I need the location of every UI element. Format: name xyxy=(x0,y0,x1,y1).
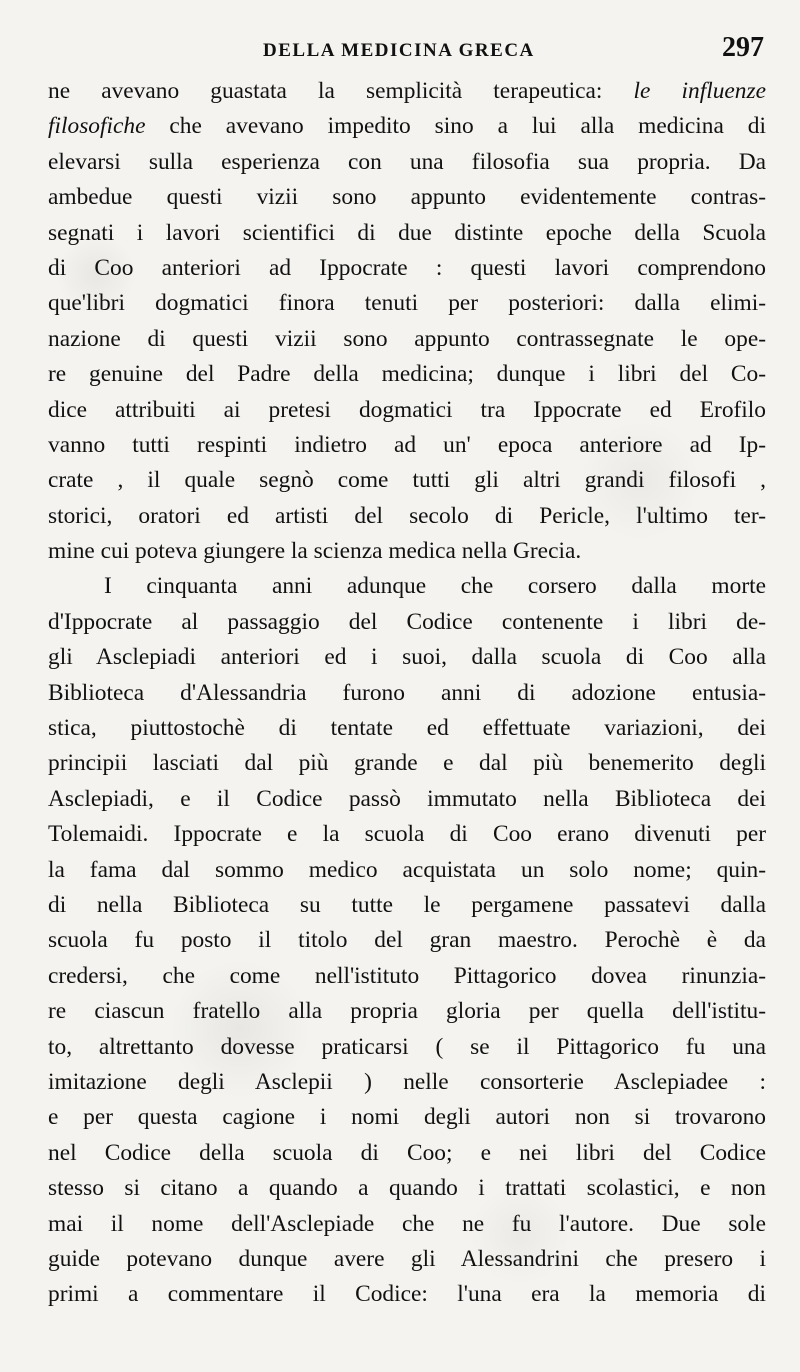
running-head: DELLA MEDICINA GRECA xyxy=(263,40,535,61)
text-line: la fama dal sommo medico acquistata un solo nome; quin- xyxy=(48,856,766,883)
paragraph-start-line: I cinquanta anni adunque che corsero dalla morte xyxy=(104,573,766,600)
text-line: to, altrettanto dovesse praticarsi ( se il Pittagorico fu una xyxy=(48,1033,766,1060)
text-line: di nella Biblioteca su tutte le pergamene passatevi dalla xyxy=(48,891,766,918)
text-line: que'libri dogmatici finora tenuti per posteriori: dalla elimi- xyxy=(48,290,766,317)
text-line: stica, piuttostochè di tentate ed effettuate variazioni, dei xyxy=(48,715,766,742)
text-line: e per questa cagione i nomi degli autori non si trovarono xyxy=(48,1104,766,1131)
text-line: Tolemaidi. Ippocrate e la scuola di Coo erano divenuti per xyxy=(48,821,766,848)
text-line: di Coo anteriori ad Ippocrate : questi lavori comprendono xyxy=(48,254,766,281)
text-line: nel Codice della scuola di Coo; e nei libri del Codice xyxy=(48,1139,766,1166)
text-line: ambedue questi vizii sono appunto evidentemente contras- xyxy=(48,184,766,211)
italic-span: le influenze xyxy=(633,78,766,104)
text-line: dice attribuiti ai pretesi dogmatici tra Ippocrate ed Erofilo xyxy=(48,396,766,423)
text-line: vanno tutti respinti indietro ad un' epoca anteriore ad Ip- xyxy=(48,431,766,458)
text-line: guide potevano dunque avere gli Alessandrini che presero i xyxy=(48,1245,766,1272)
text-line: credersi, che come nell'istituto Pittagorico dovea rinunzia- xyxy=(48,962,766,989)
text-span: ne avevano guastata la semplicità terapeutica: xyxy=(48,78,634,104)
italic-span: filosofiche xyxy=(48,113,146,140)
body-text xyxy=(48,74,766,1313)
text-line: Biblioteca d'Alessandria furono anni di adozione entusia- xyxy=(48,679,766,706)
text-line: segnati i lavori scientifici di due distinte epoche della Scuola xyxy=(48,219,766,246)
text-line: stesso si citano a quando a quando i trattati scolastici, e non xyxy=(48,1175,766,1202)
text-line: Asclepiadi, e il Codice passò immutato nella Biblioteca dei xyxy=(48,785,766,812)
text-line: gli Asclepiadi anteriori ed i suoi, dalla scuola di Coo alla xyxy=(48,644,766,671)
text-line xyxy=(48,74,766,109)
text-line: mai il nome dell'Asclepiade che ne fu l'autore. Due sole xyxy=(48,1210,766,1237)
text-line: re ciascun fratello alla propria gloria per quella dell'istitu- xyxy=(48,998,766,1025)
text-span: che avevano impedito sino a lui alla medicina di xyxy=(145,113,766,140)
text-line: imitazione degli Asclepii ) nelle consorterie Asclepiadee : xyxy=(48,1068,766,1095)
text-line: primi a commentare il Codice: l'una era la memoria di xyxy=(48,1281,766,1308)
paragraph-end-line: mine cui poteva giungere la scienza medica nella Grecia. xyxy=(48,538,582,565)
text-line: nazione di questi vizii sono appunto contrassegnate le ope- xyxy=(48,325,766,352)
text-line: re genuine del Padre della medicina; dunque i libri del Co- xyxy=(48,361,766,388)
text-line: crate , il quale segnò come tutti gli altri grandi filosofi , xyxy=(48,467,766,494)
text-line: elevarsi sulla esperienza con una filosofia sua propria. Da xyxy=(48,148,766,175)
text-line: scuola fu posto il titolo del gran maestro. Perochè è da xyxy=(48,927,766,954)
text-line: storici, oratori ed artisti del secolo di Pericle, l'ultimo ter- xyxy=(48,502,766,529)
text-line: principii lasciati dal più grande e dal più benemerito degli xyxy=(48,750,766,777)
page-number: 297 xyxy=(722,32,764,63)
text-line: d'Ippocrate al passaggio del Codice contenente i libri de- xyxy=(48,608,766,635)
text-line xyxy=(48,109,766,144)
page-header xyxy=(48,32,764,72)
